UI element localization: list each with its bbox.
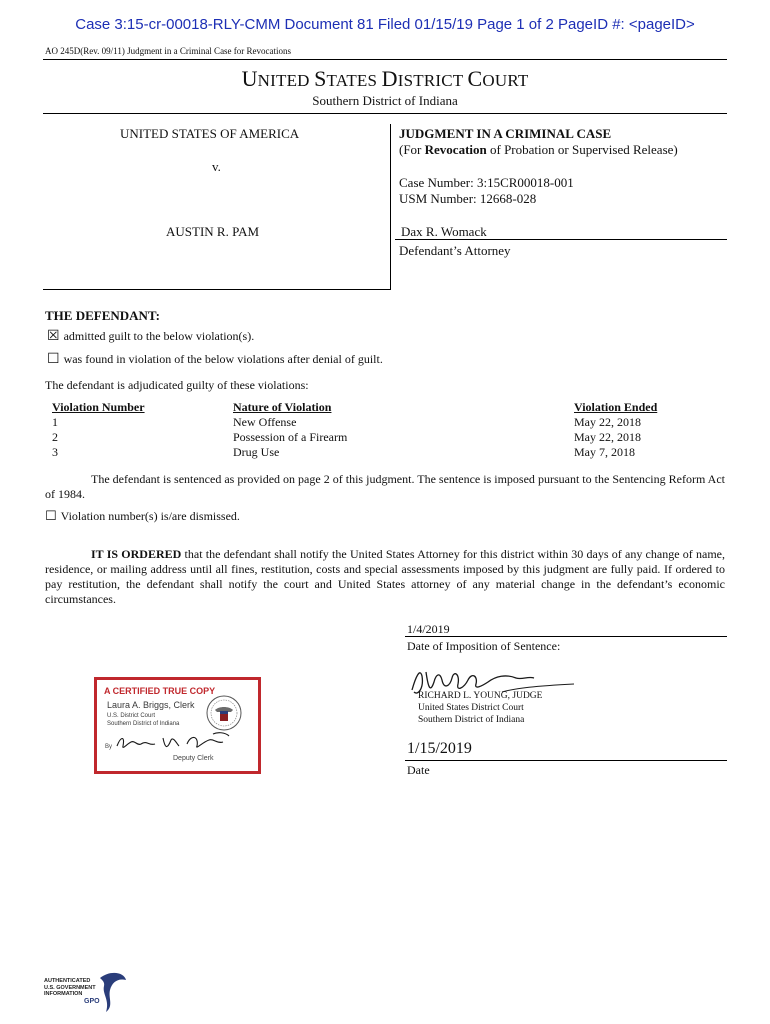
caption-bottom-rule: [43, 289, 391, 290]
certified-copy-stamp: [94, 677, 261, 774]
table-cell: Possession of a Firearm: [233, 430, 348, 444]
title-rule: [43, 113, 727, 114]
signed-date: 1/15/2019: [407, 740, 472, 757]
gpo-wordmark: GPO: [84, 998, 100, 1005]
eagle-icon: [96, 970, 128, 1014]
stamp-by: By: [105, 744, 113, 750]
admitted-checkbox: ☒: [47, 328, 60, 344]
filing-header: Case 3:15-cr-00018-RLY-CMM Document 81 Filed 01/15/19 Page 1 of 2 PageID #: <pageID>: [75, 16, 695, 33]
judgment-subtitle: (For Revocation of Probation or Supervised Release): [399, 142, 678, 157]
imposition-label: Date of Imposition of Sentence:: [407, 639, 561, 653]
stamp-district: Southern District of Indiana: [107, 721, 180, 727]
imposition-date: 1/4/2019: [407, 622, 450, 636]
judgment-title: JUDGMENT IN A CRIMINAL CASE: [399, 126, 612, 141]
table-cell: May 22, 2018: [574, 415, 641, 429]
stamp-deputy: Deputy Clerk: [173, 755, 214, 762]
defendant-heading: THE DEFENDANT:: [45, 308, 160, 323]
form-identifier: AO 245D(Rev. 09/11) Judgment in a Criminal Case for Revocations: [45, 46, 292, 56]
judge-block: [418, 690, 542, 726]
caption-divider: [390, 124, 391, 290]
header-nature: Nature of Violation: [233, 400, 332, 414]
signed-date-label: Date: [407, 763, 430, 777]
dismissed-checkbox: ☐: [45, 509, 57, 524]
gpo-line3: INFORMATION: [44, 991, 83, 997]
court-district: Southern District of Indiana: [312, 93, 458, 108]
signed-date-rule: [405, 760, 727, 761]
ordered-paragraph: IT IS ORDERED that the defendant shall notify the United States Attorney for this district within 30 days of any change of name, residence, or mailing address until all fines, restitution, costs and special assessments imposed by this judgment are fully paid. If ordered to pay restitution, the defendant shall notify the court and United States attorney of any material change in the defendant’s economic circumstances.: [45, 547, 726, 606]
usm-number: USM Number: 12668-028: [399, 191, 537, 206]
table-cell: New Offense: [233, 415, 297, 429]
gpo-line1: AUTHENTICATED: [44, 978, 91, 984]
found-checkbox: ☐: [47, 351, 60, 367]
court-title: UNITED STATES DISTRICT COURT: [241, 66, 529, 91]
stamp-title: A CERTIFIED TRUE COPY: [104, 686, 216, 696]
case-number: Case Number: 3:15CR00018-001: [399, 175, 574, 190]
adjudicated-text: The defendant is adjudicated guilty of these violations:: [45, 378, 309, 392]
gpo-line2: U.S. GOVERNMENT: [44, 984, 96, 991]
stamp-court: U.S. District Court: [107, 713, 156, 719]
sentence-paragraph: The defendant is sentenced as provided on page 2 of this judgment. The sentence is imposed pursuant to the Sentencing Reform Act of 1984.: [45, 472, 725, 501]
court-seal-icon: [205, 694, 243, 732]
imposition-rule: [405, 636, 727, 637]
table-cell: May 7, 2018: [574, 445, 635, 459]
table-cell: May 22, 2018: [574, 430, 641, 444]
header-ended: Violation Ended: [574, 400, 658, 414]
admitted-option: ☒ admitted guilt to the below violation(s).: [47, 328, 255, 344]
found-option: ☐ was found in violation of the below violations after denial of guilt.: [47, 351, 383, 367]
table-cell: 3: [52, 445, 58, 459]
attorney-rule: [395, 239, 727, 240]
dismissed-line: ☐ Violation number(s) is/are dismissed.: [45, 509, 240, 524]
attorney-name: Dax R. Womack: [401, 224, 487, 239]
judge-court: United States District Court: [418, 703, 524, 713]
plaintiff-name: UNITED STATES OF AMERICA: [120, 126, 300, 141]
table-cell: 2: [52, 430, 58, 444]
deputy-signature: [113, 730, 233, 754]
attorney-label: Defendant’s Attorney: [399, 243, 511, 258]
stamp-clerk: Laura A. Briggs, Clerk: [107, 700, 195, 710]
table-cell: 1: [52, 415, 58, 429]
defendant-name: AUSTIN R. PAM: [166, 224, 260, 239]
header-rule: [43, 59, 727, 60]
table-cell: Drug Use: [233, 445, 280, 459]
judge-name: RICHARD L. YOUNG, JUDGE: [418, 691, 543, 701]
header-violation-number: Violation Number: [52, 400, 145, 414]
versus: v.: [212, 159, 221, 174]
judge-district: Southern District of Indiana: [418, 715, 525, 725]
